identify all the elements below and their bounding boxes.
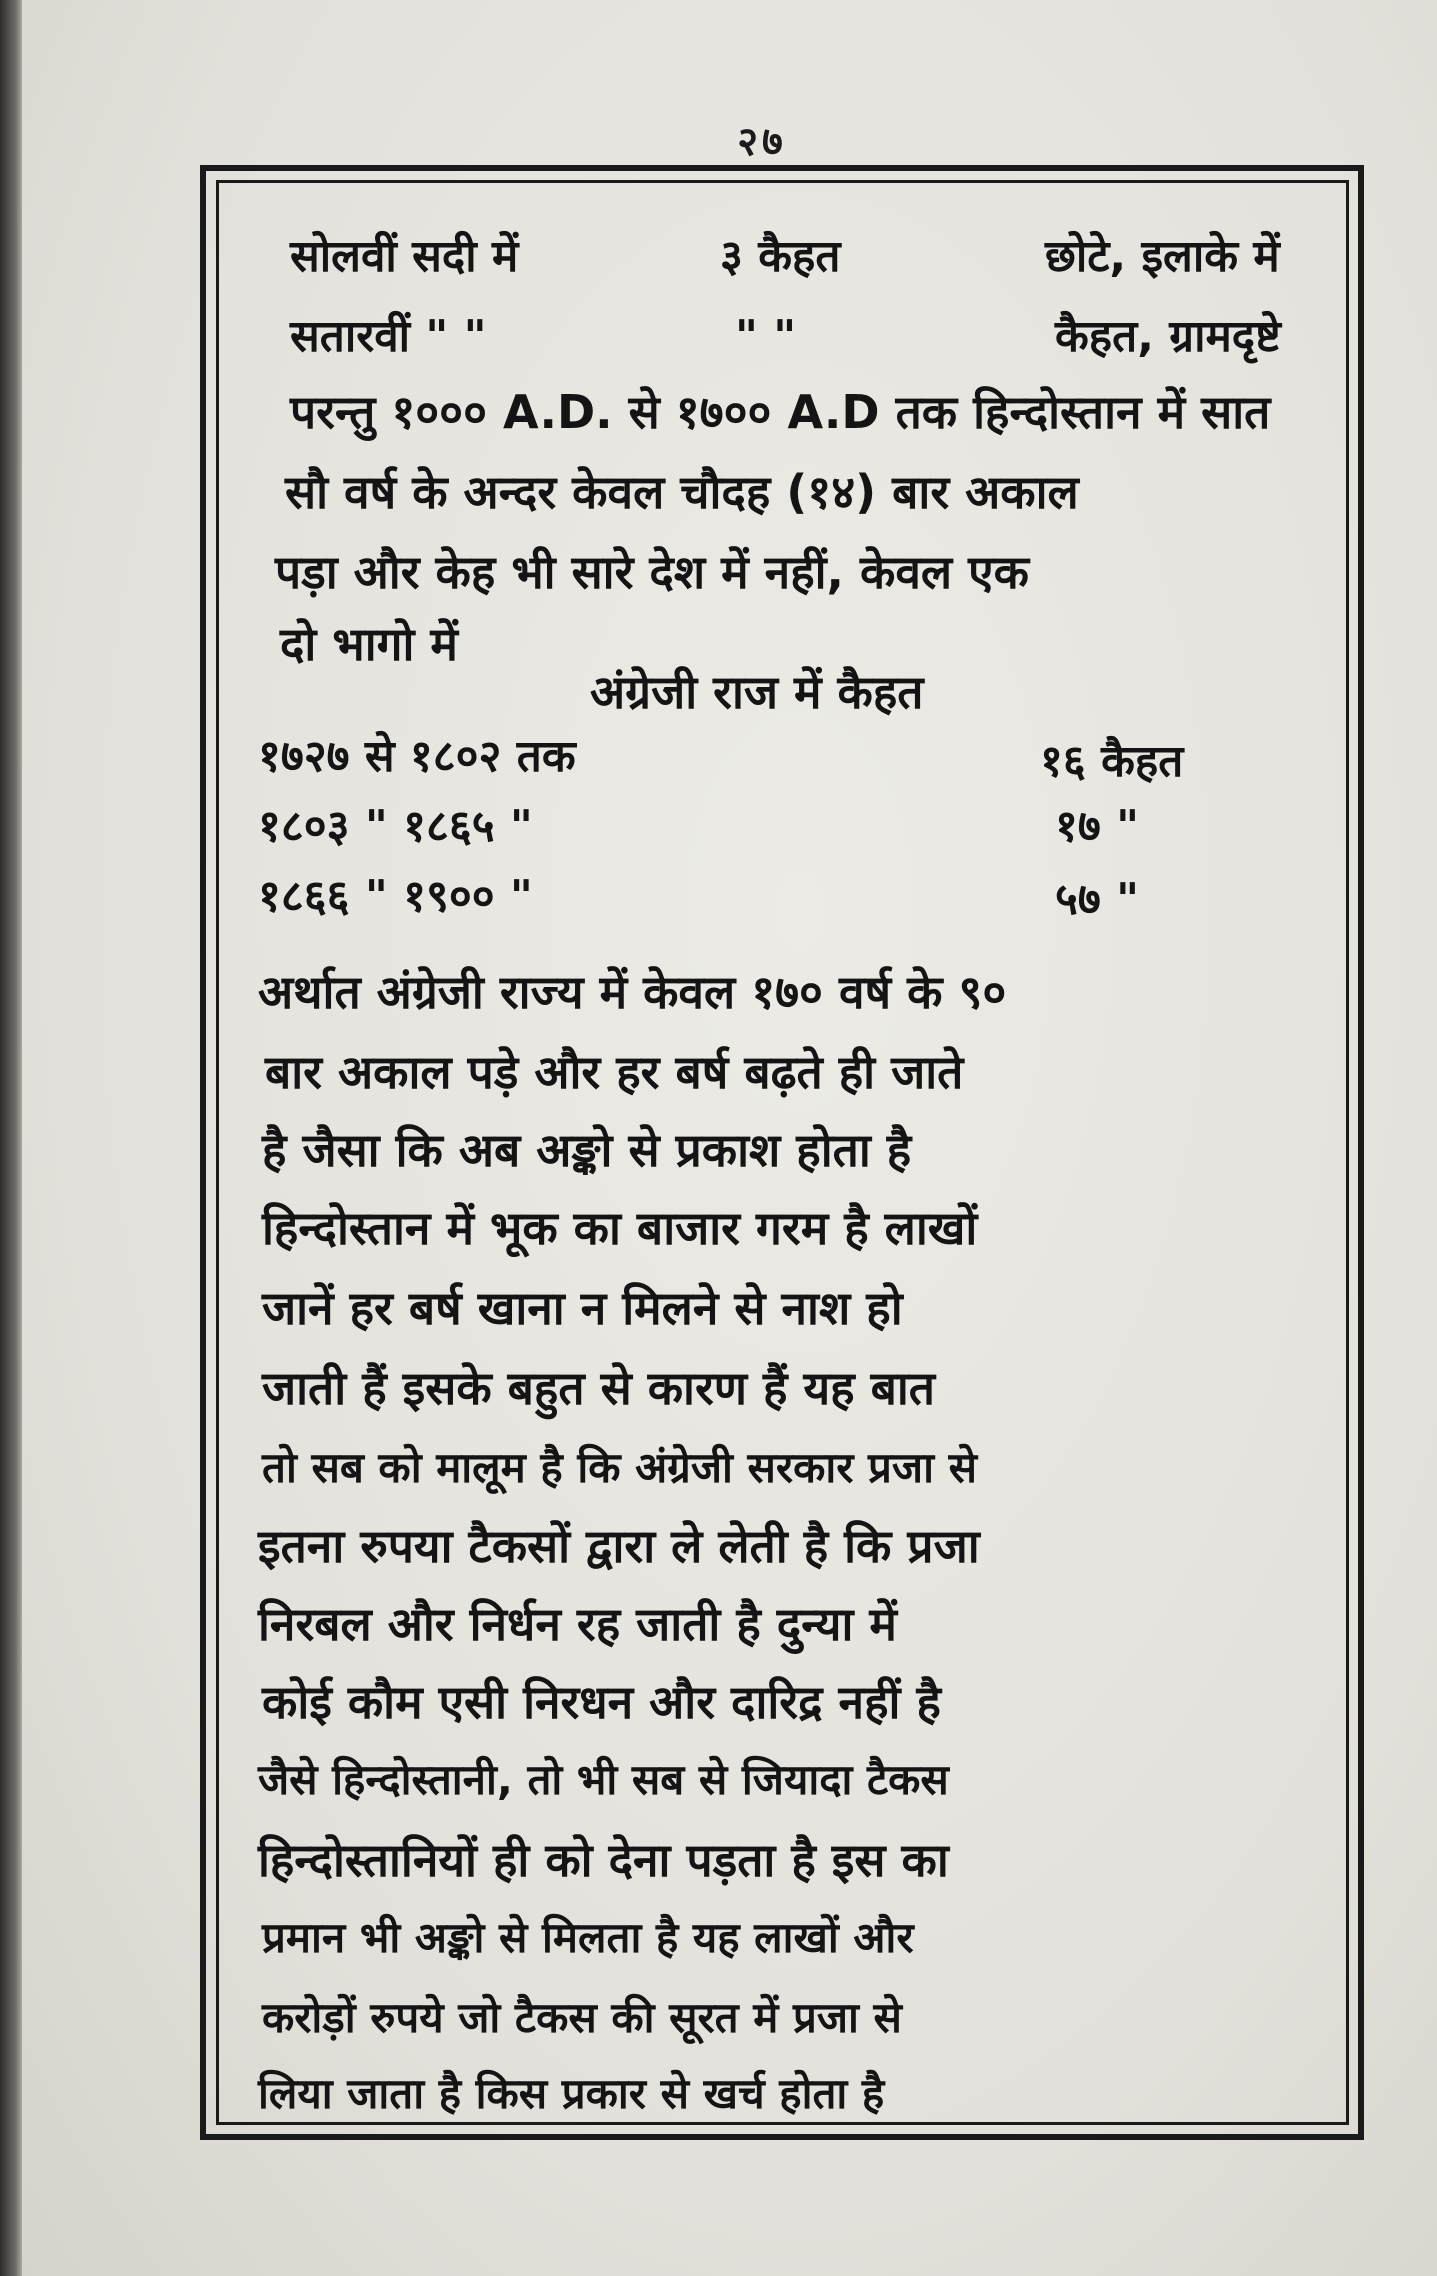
text-line: प्रमान भी अङ्को से मिलता है यह लाखों और <box>262 1913 914 1962</box>
text-line: पड़ा और केह भी सारे देश में नहीं, केवल एक <box>275 545 1029 599</box>
section-heading: अंग्रेजी राज में कैहत <box>590 665 924 719</box>
text-line: कोई कौम एसी निरधन और दारिद्र नहीं है <box>262 1675 941 1729</box>
text-line: अर्थात अंग्रेजी राज्य में केवल १७० वर्ष के ९० <box>258 965 1007 1019</box>
text-line: बार अकाल पड़े और हर बर्ष बढ़ते ही जाते <box>265 1045 964 1099</box>
text-line: दो भागो में <box>280 617 458 671</box>
text-line: सौ वर्ष के अन्दर केवल चौदह (१४) बार अकाल <box>285 465 1079 519</box>
famine-period: १८६६ " १९०० " <box>258 871 533 922</box>
famine-count: १७ " <box>1055 801 1140 852</box>
famine-count: ५७ " <box>1055 874 1140 925</box>
row-1-right: छोटे, इलाके में <box>1045 231 1280 282</box>
page-number: २७ <box>737 119 787 165</box>
text-line: हिन्दोस्तान में भूक का बाजार गरम है लाखों <box>262 1201 978 1255</box>
row-2-right: कैहत, ग्रामदृष्टे <box>1055 311 1281 362</box>
text-line: इतना रुपया टैकसों द्वारा ले लेती है कि प्रजा <box>258 1519 980 1573</box>
row-1-mid: ३ कैहत <box>720 231 841 282</box>
text-line: जैसे हिन्दोस्तानी, तो भी सब से जियादा टैकस <box>258 1755 949 1804</box>
row-2-left: सतारवीं " " <box>290 311 487 362</box>
famine-period: १७२७ से १८०२ तक <box>258 731 576 782</box>
famine-period: १८०३ " १८६५ " <box>258 801 533 852</box>
text-line: निरबल और निर्धन रह जाती है दुन्या में <box>258 1597 897 1651</box>
row-1-left: सोलवीं सदी में <box>290 231 519 282</box>
text-line: करोड़ों रुपये जो टैकस की सूरत में प्रजा से <box>262 1993 902 2042</box>
text-line: लिया जाता है किस प्रकार से खर्च होता है <box>258 2069 885 2118</box>
row-2-mid: " " <box>735 311 797 362</box>
text-line: है जैसा कि अब अङ्को से प्रकाश होता है <box>262 1123 912 1177</box>
text-line: जानें हर बर्ष खाना न मिलने से नाश हो <box>262 1281 903 1335</box>
text-line: हिन्दोस्तानियों ही को देना पड़ता है इस का <box>258 1833 949 1887</box>
text-line: परन्तु १००० A.D. से १७०० A.D तक हिन्दोस्तान में सात <box>290 385 1271 439</box>
famine-count: १६ कैहत <box>1040 736 1184 787</box>
text-line: तो सब को मालूम है कि अंग्रेजी सरकार प्रजा से <box>262 1443 977 1492</box>
text-line: जाती हैं इसके बहुत से कारण हैं यह बात <box>262 1361 935 1415</box>
